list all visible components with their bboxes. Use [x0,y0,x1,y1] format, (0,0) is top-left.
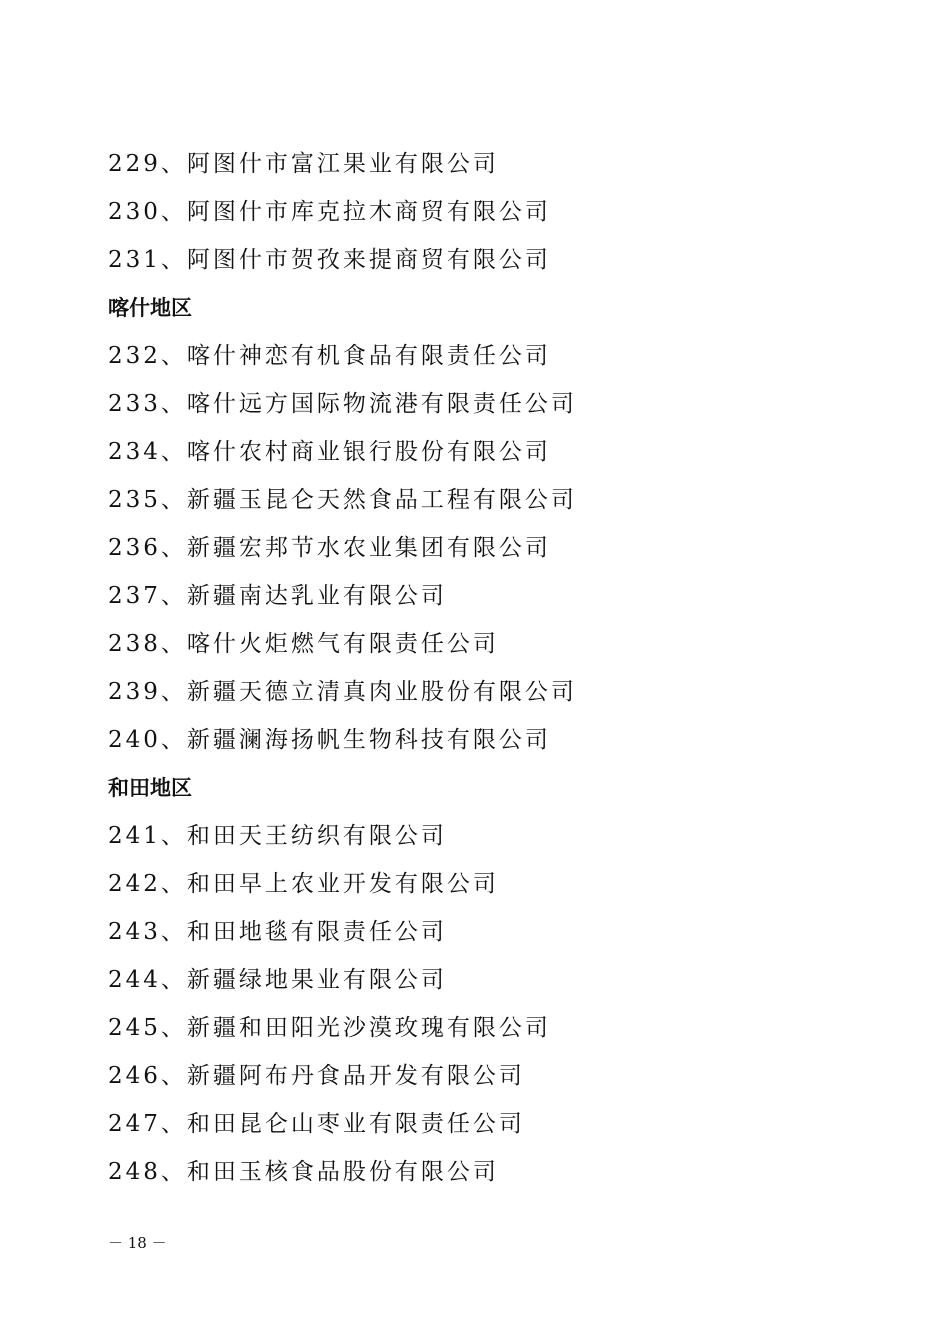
list-item: 236、新疆宏邦节水农业集团有限公司 [108,535,551,561]
list-item: 247、和田昆仑山枣业有限责任公司 [108,1111,525,1137]
list-item: 240、新疆澜海扬帆生物科技有限公司 [108,727,551,753]
list-item: 238、喀什火炬燃气有限责任公司 [108,631,499,657]
list-item: 244、新疆绿地果业有限公司 [108,967,447,993]
list-item: 232、喀什神恋有机食品有限责任公司 [108,343,551,369]
company-list [108,140,868,1196]
list-item: 237、新疆南达乳业有限公司 [108,583,447,609]
list-item: 242、和田早上农业开发有限公司 [108,871,499,897]
list-item: 229、阿图什市富江果业有限公司 [108,151,499,177]
page-number: － 18 － [108,1234,167,1252]
list-item: 239、新疆天德立清真肉业股份有限公司 [108,679,577,705]
list-item: 230、阿图什市库克拉木商贸有限公司 [108,199,551,225]
list-item: 248、和田玉核食品股份有限公司 [108,1159,499,1185]
list-item: 234、喀什农村商业银行股份有限公司 [108,439,551,465]
list-item: 235、新疆玉昆仑天然食品工程有限公司 [108,487,577,513]
list-item: 246、新疆阿布丹食品开发有限公司 [108,1063,525,1089]
section-heading-kashgar: 喀什地区 [108,296,192,320]
list-item: 231、阿图什市贺孜来提商贸有限公司 [108,247,551,273]
list-item: 233、喀什远方国际物流港有限责任公司 [108,391,577,417]
list-item: 245、新疆和田阳光沙漠玫瑰有限公司 [108,1015,551,1041]
list-item: 243、和田地毯有限责任公司 [108,919,447,945]
list-item: 241、和田天王纺织有限公司 [108,823,447,849]
section-heading-hotan: 和田地区 [108,776,192,800]
